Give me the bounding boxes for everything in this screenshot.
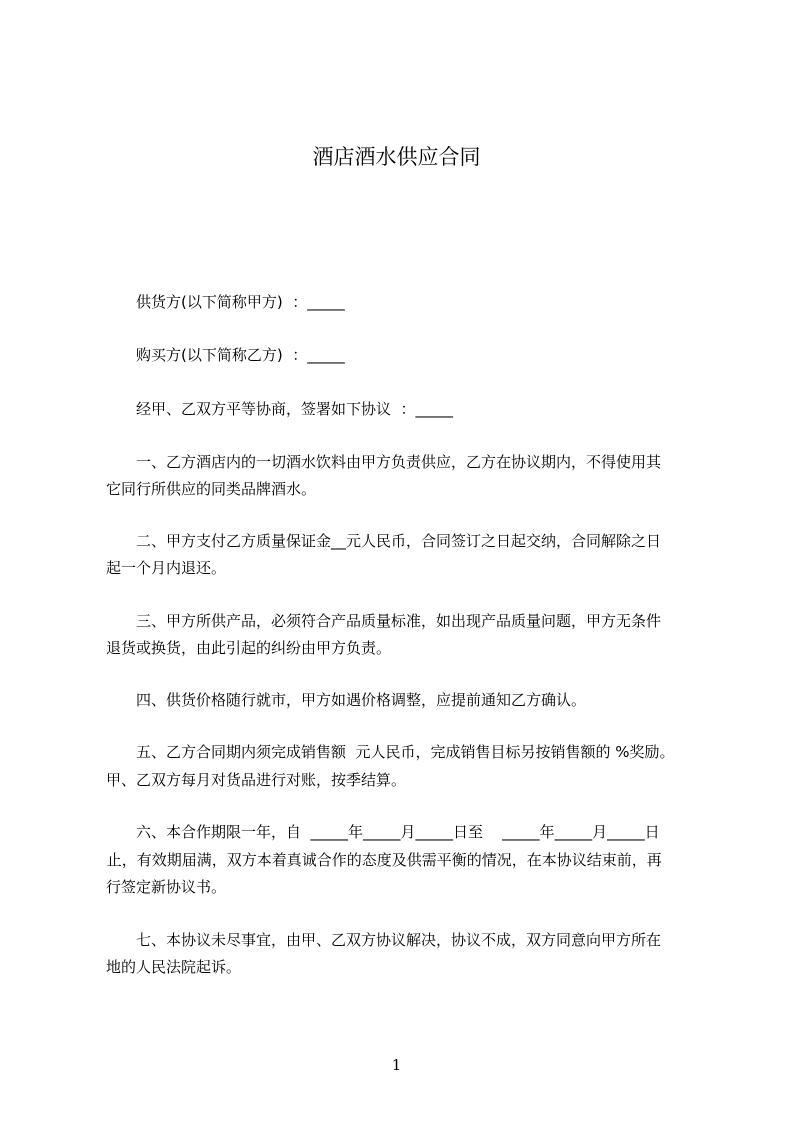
clause-1-line-2: 它同行所供应的同类品牌酒水。 bbox=[106, 480, 317, 498]
clause-6-line-1: 六、本合作期限一年，自 _____年_____月_____日至 _____年_____月_____日 bbox=[136, 823, 660, 841]
clause-5-line-2: 甲、乙双方每月对货品进行对账，按季结算。 bbox=[106, 771, 407, 789]
clause-7-line-1: 七、本协议未尽事宜，由甲、乙双方协议解决，协议不成，双方同意向甲方所在 bbox=[136, 931, 662, 949]
agreement-intro-line: 经甲、乙双方平等协商，签署如下协议 ：_____ bbox=[136, 400, 454, 418]
clause-6-line-3: 行签定新协议书。 bbox=[106, 878, 227, 896]
clause-2-line-1: 二、甲方支付乙方质量保证金__元人民币，合同签订之日起交纳，合同解除之日 bbox=[136, 532, 662, 550]
clause-7-line-2: 地的人民法院起诉。 bbox=[106, 958, 242, 976]
clause-6-line-2: 止，有效期届满，双方本着真诚合作的态度及供需平衡的情况，在本协议结束前，再 bbox=[102, 851, 662, 869]
buyer-line: 购买方(以下简称乙方) ：_____ bbox=[136, 346, 345, 364]
page-number: 1 bbox=[391, 1056, 402, 1074]
clause-2-line-2: 起一个月内退还。 bbox=[106, 559, 227, 577]
clause-3-line-1: 三、甲方所供产品，必须符合产品质量标准，如出现产品质量问题，甲方无条件 bbox=[136, 612, 662, 630]
clause-3-line-2: 退货或换货，由此引起的纠纷由甲方负责。 bbox=[106, 639, 392, 657]
clause-4-line-1: 四、供货价格随行就市，甲方如遇价格调整，应提前通知乙方确认。 bbox=[136, 691, 587, 709]
supplier-line: 供货方(以下简称甲方) ：_____ bbox=[136, 293, 345, 311]
clause-5-line-1: 五、乙方合同期内须完成销售额 元人民币，完成销售目标另按销售额的 %奖励。 bbox=[136, 743, 675, 761]
page-title: 酒店酒水供应合同 bbox=[312, 145, 481, 169]
clause-1-line-1: 一、乙方酒店内的一切酒水饮料由甲方负责供应，乙方在协议期内，不得使用其 bbox=[136, 453, 662, 471]
